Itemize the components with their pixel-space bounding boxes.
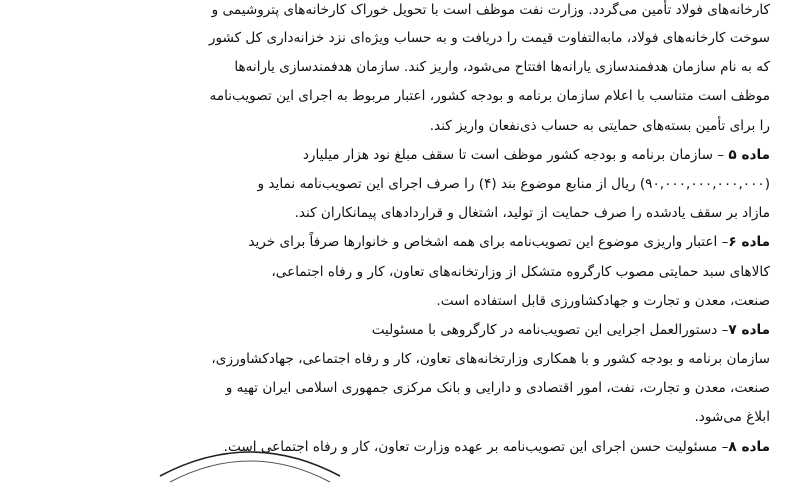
article-5-heading-line — [108, 141, 770, 170]
text-line — [108, 53, 770, 82]
line-text: سوخت کارخانه‌های فولاد، مابه‌التفاوت قیمت را دریافت و به حساب ویژه‌ای نزد خزانه‌داری کل کشور — [208, 30, 770, 46]
line-text: (۹۰,۰۰۰,۰۰۰,۰۰۰,۰۰۰) ریال از منابع موضوع بند (۴) را صرف اجرای این تصویب‌نامه نماید و — [257, 175, 770, 192]
line-text: سازمان برنامه و بودجه کشور و با همکاری وزارتخانه‌های تعاون، کار و رفاه اجتماعی، جهادکشاورزی، — [211, 351, 770, 368]
document-body — [108, 0, 770, 462]
text-line — [108, 24, 770, 53]
text-line — [108, 170, 770, 199]
line-text: – مسئولیت حسن اجرای این تصویب‌نامه بر عهده وزارت تعاون، کار و رفاه اجتماعی است. — [223, 438, 729, 455]
article-label: ماده ۶ — [728, 234, 770, 251]
line-text: که به نام سازمان هدفمندسازی یارانه‌ها افتتاح می‌شود، واریز کند. سازمان هدفمندسازی یارانه‌ها — [234, 59, 770, 76]
line-text: – اعتبار واریزی موضوع این تصویب‌نامه برای همه اشخاص و خانوارها صرفاً برای خرید — [248, 234, 729, 251]
line-text: – دستورالعمل اجرایی این تصویب‌نامه در کارگروهی با مسئولیت — [371, 321, 729, 338]
text-line — [108, 112, 770, 141]
article-label: ماده ۵ — [728, 146, 770, 163]
article-label: ماده ۷ — [728, 321, 770, 338]
line-text: موظف است متناسب با اعلام سازمان برنامه و بودجه کشور، اعتبار مربوط به اجرای این تصویب‌نامه — [209, 88, 770, 105]
text-line — [108, 374, 770, 403]
line-text: صنعت، معدن و تجارت و جهادکشاورزی قابل استفاده است. — [436, 292, 770, 309]
line-text: کالاهای سبد حمایتی مصوب کارگروه متشکل از وزارتخانه‌های تعاون، کار و رفاه اجتماعی، — [271, 263, 770, 280]
text-line — [108, 345, 770, 374]
text-line — [108, 287, 770, 316]
article-label: ماده ۸ — [728, 438, 770, 455]
text-line — [108, 82, 770, 111]
line-text: مازاد بر سقف یادشده را صرف حمایت از تولید، اشتغال و قراردادهای پیمانکاران کند. — [294, 205, 770, 222]
stamp-edge — [150, 436, 350, 496]
line-text: ابلاغ می‌شود. — [694, 409, 770, 426]
text-line — [108, 199, 770, 228]
line-text: را برای تأمین بسته‌های حمایتی به حساب ذی‌نفعان واریز کند. — [429, 117, 770, 134]
line-text: کارخانه‌های فولاد تأمین می‌گردد. وزارت نفت موظف است با تحویل خوراک کارخانه‌های پتروشیمی و — [211, 2, 770, 18]
text-line — [108, 0, 770, 24]
line-text: صنعت، معدن و تجارت، نفت، امور اقتصادی و دارایی و بانک مرکزی جمهوری اسلامی ایران تهیه و — [225, 380, 770, 397]
article-6-heading-line — [108, 228, 770, 257]
text-line — [108, 403, 770, 432]
line-text: – سازمان برنامه و بودجه کشور موظف است تا سقف مبلغ نود هزار میلیارد — [302, 146, 729, 163]
text-line — [108, 258, 770, 287]
article-7-heading-line — [108, 316, 770, 345]
